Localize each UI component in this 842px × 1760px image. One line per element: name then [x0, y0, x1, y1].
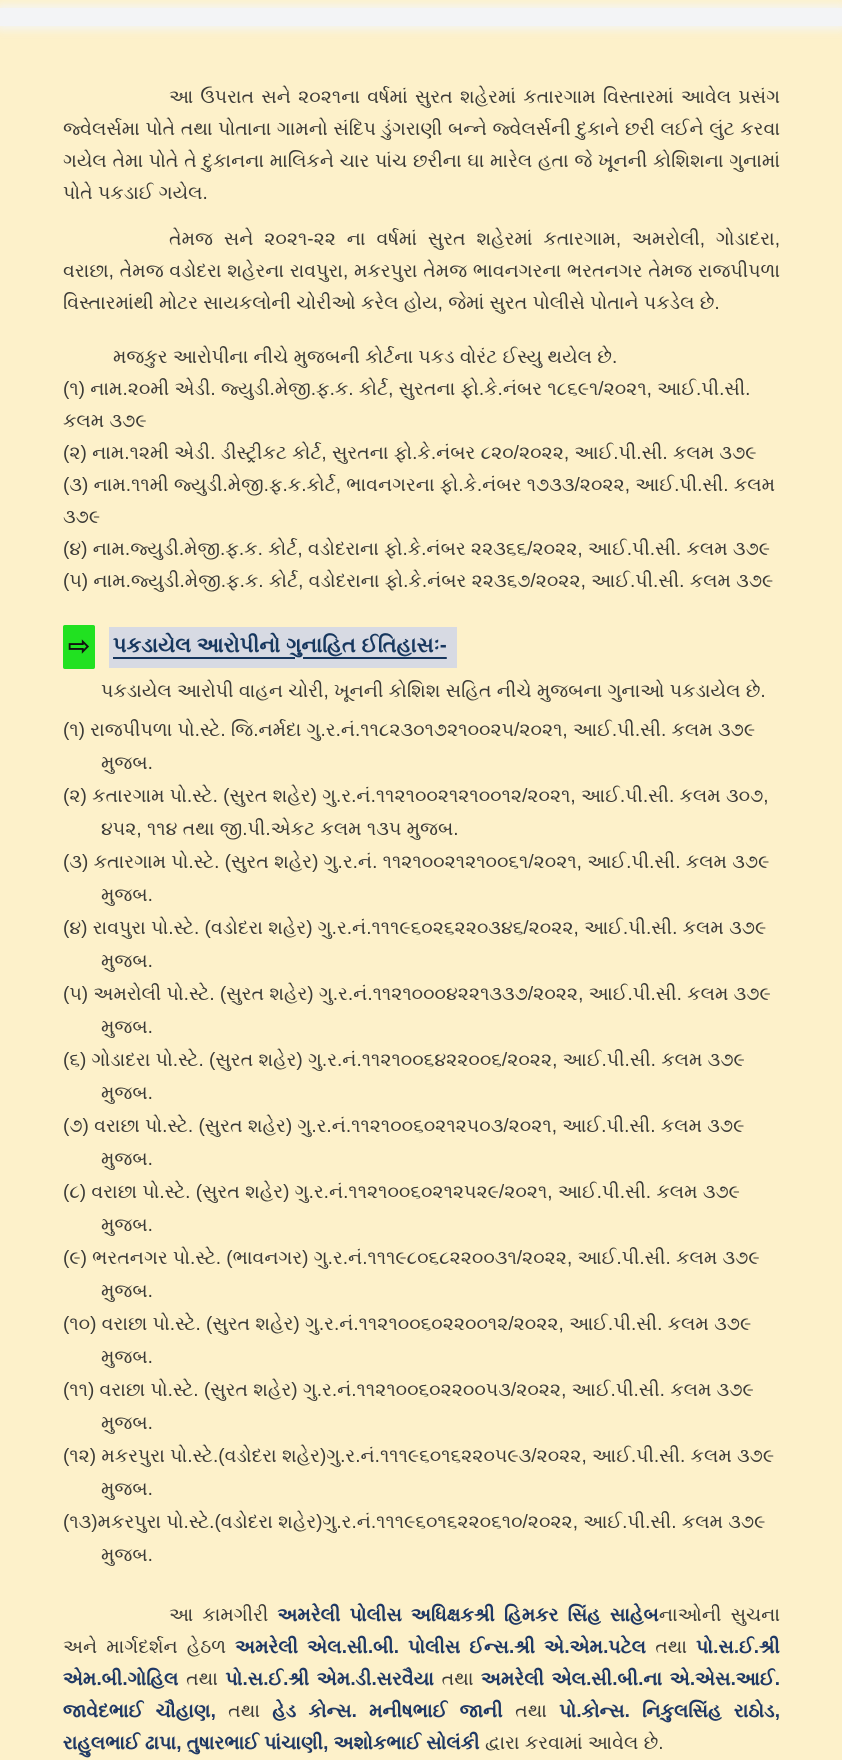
page-break-band [0, 8, 842, 26]
officer-name: અમરેલી એલ.સી.બી. પોલીસ ઈન્સ.શ્રી એ.એમ.પટેલ [235, 1637, 647, 1658]
credits-text: નાઓની સુચના અને માર્ગદર્શન હેઠળ [63, 1605, 780, 1658]
officer-name: અમરેલી પોલીસ અધિક્ષકશ્રી હિમકર સિંહ સાહેબ [277, 1605, 659, 1626]
officer-name: પો.સ.ઈ.શ્રી એમ.ડી.સરવૈયા [225, 1669, 435, 1690]
offence-list-item: (૧૨) મકરપુરા પો.સ્ટે.(વડોદરા શહેર)ગુ.ર.નં.૧૧૧૯૬૦૧૬૨૨૦૫૯૩/૨૦૨૨, આઈ.પી.સી. કલમ ૩૭૯ મુજબ. [63, 1446, 775, 1500]
criminal-history-heading-row [63, 624, 780, 670]
credits-text: તથા [215, 1701, 273, 1722]
credits-text: દ્વારા કરવામાં આવેલ છે. [479, 1733, 664, 1754]
court-warrant-list [63, 374, 780, 598]
credits-text: તથા [178, 1669, 226, 1690]
offence-list-item: (૧) રાજપીપળા પો.સ્ટે. જિ.નર્મદા ગુ.ર.નં.૧૧૮૨૩૦૧૭૨૧૦૦૨૫/૨૦૨૧, આઈ.પી.સી. કલમ ૩૭૯ મુજબ. [63, 720, 756, 774]
credits-text: તથા [646, 1637, 697, 1658]
warrant-list-item: (૧) નામ.૨૦મી એડી. જ્યુડી.મેજી.ફ.ક. કોર્ટ, સુરતના ફો.કે.નંબર ૧૮૬૯૧/૨૦૨૧, આઈ.પી.સી. કલમ ૩૭૯ [63, 379, 751, 432]
offence-list-item: (૭) વરાછા પો.સ્ટે. (સુરત શહેર) ગુ.ર.નં.૧૧૨૧૦૦૬૦૨૧૨૫૦૩/૨૦૨૧, આઈ.પી.સી. કલમ ૩૭૯ મુજબ. [63, 1116, 745, 1170]
credits-text: આ કામગીરી [169, 1605, 278, 1626]
criminal-history-heading: પકડાયેલ આરોપીનો ગુનાહિત ઈતિહાસઃ- [109, 627, 457, 668]
registered-offence-list [63, 714, 780, 1572]
credits-text: તથા [434, 1669, 482, 1690]
offence-list-item: (૯) ભરતનગર પો.સ્ટે. (ભાવનગર) ગુ.ર.નં.૧૧૧૯૮૦૬૮૨૨૦૦૩૧/૨૦૨૨, આઈ.પી.સી. કલમ ૩૭૯ મુજબ. [63, 1248, 760, 1302]
warrant-list-item: (૪) નામ.જ્યુડી.મેજી.ફ.ક. કોર્ટ, વડોદરાના ફો.કે.નંબર ૨૨૩૬૬/૨૦૨૨, આઈ.પી.સી. કલમ ૩૭૯ [63, 539, 771, 560]
warrant-intro-line: મજકુર આરોપીના નીચે મુજબની કોર્ટના પકડ વોરંટ ઈસ્યુ થયેલ છે. [113, 347, 618, 368]
offence-list-item: (૨) કતારગામ પો.સ્ટે. (સુરત શહેર) ગુ.ર.નં.૧૧૨૧૦૦૨૧૨૧૦૦૧૨/૨૦૨૧, આઈ.પી.સી. કલમ ૩૦૭, ૪૫૨, ૧૧૪ તથા જી.પી.એકટ કલમ ૧૩૫ મુજબ. [63, 786, 769, 840]
paragraph-jewellery-robbery-case: આ ઉપરાત સને ૨૦૨૧ના વર્ષમાં સુરત શહેરમાં કતારગામ વિસ્તારમાં આવેલ પ્રસંગ જ્વેલર્સમા પોતે તથા પોતાના ગામનો સંદિપ ડુંગરાણી બન્ને જ્વેલર્સની દુકાને છરી લઈને લુંટ કરવા ગયેલ તેમા પોતે તે દુકાનના માલિકને ચાર પાંચ છરીના ઘા મારેલ હતા જે ખૂનની કોશિશના ગુનામાં પોતે પકડાઈ ગયેલ. [63, 87, 780, 204]
officer-name: હેડ કોન્સ. મનીષભાઈ જાની [272, 1701, 503, 1722]
right-arrow-glyph: ⇨ [67, 630, 91, 661]
offence-list-item: (૬) ગોડાદરા પો.સ્ટે. (સુરત શહેર) ગુ.ર.નં.૧૧૨૧૦૦૬૪૨૨૦૦૬/૨૦૨૨, આઈ.પી.સી. કલમ ૩૭૯ મુજબ. [63, 1050, 745, 1104]
document-content [63, 28, 780, 1760]
offence-list-item: (૮) વરાછા પો.સ્ટે. (સુરત શહેર) ગુ.ર.નં.૧૧૨૧૦૦૬૦૨૧૨૫૨૯/૨૦૨૧, આઈ.પી.સી. કલમ ૩૭૯ મુજબ. [63, 1182, 740, 1236]
offence-list-item: (૪) રાવપુરા પો.સ્ટે. (વડોદરા શહેર) ગુ.ર.નં.૧૧૧૯૬૦૨૬૨૨૦૩૪૬/૨૦૨૨, આઈ.પી.સી. કલમ ૩૭૯ મુજબ. [63, 918, 767, 972]
offence-list-item: (૧૧) વરાછા પો.સ્ટે. (સુરત શહેર) ગુ.ર.નં.૧૧૨૧૦૦૬૦૨૨૦૦૫૩/૨૦૨૨, આઈ.પી.સી. કલમ ૩૭૯ મુજબ. [63, 1380, 754, 1434]
officer-name: પો.સ.ઈ.શ્રી એમ.બી.ગોહિલ [63, 1637, 780, 1690]
offence-list-item: (૧૦) વરાછા પો.સ્ટે. (સુરત શહેર) ગુ.ર.નં.૧૧૨૧૦૦૬૦૨૨૦૦૧૨/૨૦૨૨, આઈ.પી.સી. કલમ ૩૭૯ મુજબ. [63, 1314, 752, 1368]
criminal-history-subheading: પકડાયેલ આરોપી વાહન ચોરી, ખૂનની કોશિશ સહિત નીચે મુજબના ગુનાઓ પકડાયેલ છે. [101, 681, 766, 702]
offence-list-item: (૫) અમરોલી પો.સ્ટે. (સુરત શહેર) ગુ.ર.નં.૧૧૨૧૦૦૦૪૨૨૧૩૩૭/૨૦૨૨, આઈ.પી.સી. કલમ ૩૭૯ મુજબ. [63, 984, 771, 1038]
credits-paragraph [63, 1600, 780, 1760]
officer-name: પો.કોન્સ. નિકુલસિંહ રાઠોડ, રાહુલભાઈ ઢાપા, તુષારભાઈ પાંચાણી, અશોકભાઈ સોલંકી [63, 1701, 780, 1754]
right-arrow-icon [63, 625, 95, 669]
warrant-list-item: (૫) નામ.જ્યુડી.મેજી.ફ.ક. કોર્ટ, વડોદરાના ફો.કે.નંબર ૨૨૩૬૭/૨૦૨૨, આઈ.પી.સી. કલમ ૩૭૯ [63, 571, 774, 592]
warrant-list-item: (૩) નામ.૧૧મી જ્યુડી.મેજી.ફ.ક.કોર્ટ, ભાવનગરના ફો.કે.નંબર ૧૭૩૩/૨૦૨૨, આઈ.પી.સી. કલમ ૩૭૯ [63, 475, 775, 528]
offence-list-item: (૩) કતારગામ પો.સ્ટે. (સુરત શહેર) ગુ.ર.નં. ૧૧૨૧૦૦૨૧૨૧૦૦૬૧/૨૦૨૧, આઈ.પી.સી. કલમ ૩૭૯ મુજબ. [63, 852, 770, 906]
paragraph-motorcycle-theft-case: તેમજ સને ૨૦૨૧-૨૨ ના વર્ષમાં સુરત શહેરમાં કતારગામ, અમરોલી, ગોડાદરા, વરાછા, તેમજ વડોદરા શહેરના રાવપુરા, મકરપુરા તેમજ ભાવનગરના ભરતનગર તેમજ રાજપીપળા વિસ્તારમાંથી મોટર સાયકલોની ચોરીઓ કરેલ હોય, જેમાં સુરત પોલીસે પોતાને પકડેલ છે. [63, 229, 780, 314]
officer-name: અમરેલી એલ.સી.બી.ના એ.એસ.આઈ. જાવેદભાઈ ચૌહાણ, [63, 1669, 780, 1722]
warrant-list-item: (૨) નામ.૧૨મી એડી. ડીસ્ટ્રીકટ કોર્ટ, સુરતના ફો.કે.નંબર ૮૨૦/૨૦૨૨, આઈ.પી.સી. કલમ ૩૭૯ [63, 443, 757, 464]
offence-list-item: (૧૩)મકરપુરા પો.સ્ટે.(વડોદરા શહેર)ગુ.ર.નં.૧૧૧૯૬૦૧૬૨૨૦૬૧૦/૨૦૨૨, આઈ.પી.સી. કલમ ૩૭૯ મુજબ. [63, 1512, 766, 1566]
credits-text: તથા [502, 1701, 560, 1722]
